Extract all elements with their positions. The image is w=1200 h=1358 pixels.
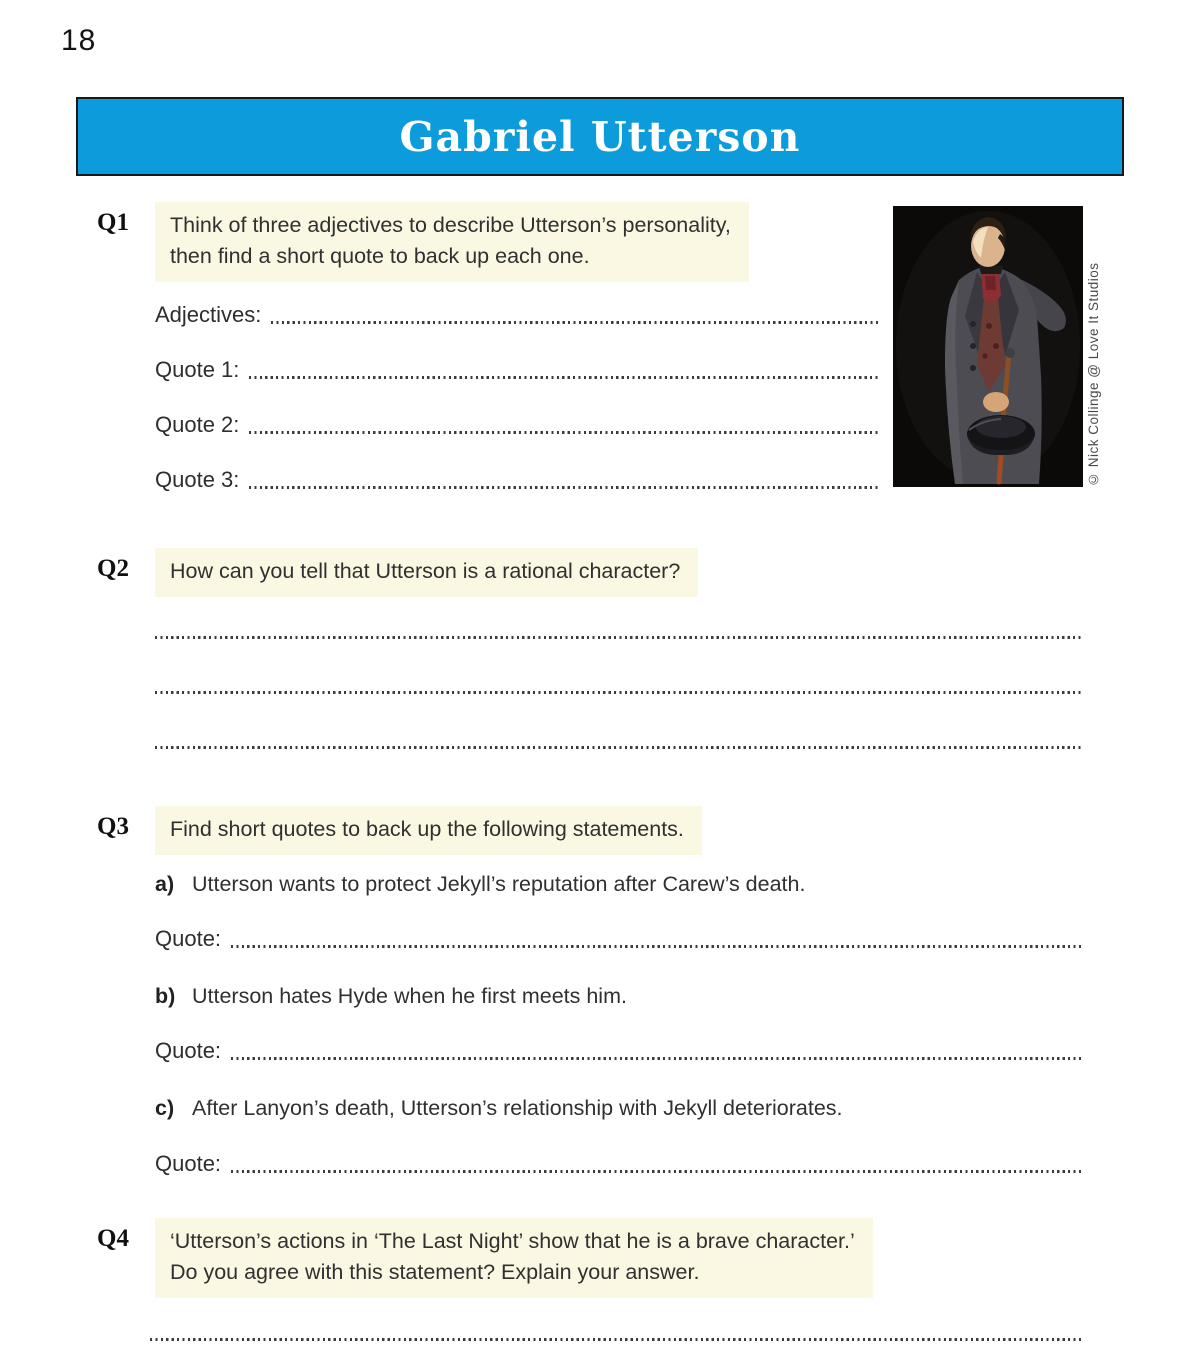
question-q2 [97, 548, 698, 597]
question-q1-line1: Think of three adjectives to describe Utterson’s personality, [170, 213, 731, 237]
q3-item-b-quote-label: Quote: [155, 1038, 222, 1063]
q1-field-quote2-label: Quote 2: [155, 412, 240, 437]
answer-dotted-line [249, 431, 879, 434]
question-q4-text [155, 1218, 873, 1298]
answer-dotted-line [249, 376, 879, 379]
answer-dotted-line [231, 945, 1083, 948]
q1-field-quote1 [155, 350, 879, 383]
utterson-actor-photo [893, 206, 1083, 487]
answer-dotted-line [155, 746, 1083, 749]
question-q4-line1: ‘Utterson’s actions in ‘The Last Night’ show that he is a brave character.’ [170, 1229, 855, 1253]
q3-item-a-quote-label: Quote: [155, 926, 222, 951]
q3-item-c-letter: c) [155, 1096, 175, 1120]
answer-dotted-line [231, 1057, 1083, 1060]
question-q1-text [155, 202, 749, 282]
q1-field-quote3-label: Quote 3: [155, 467, 240, 492]
question-q1-label: Q1 [97, 209, 129, 236]
title-banner [76, 97, 1124, 176]
q1-field-quote3 [155, 460, 879, 493]
question-q4-line2: Do you agree with this statement? Explain your answer. [170, 1260, 700, 1284]
q1-field-quote2 [155, 405, 879, 438]
answer-dotted-line [150, 1338, 1082, 1341]
q3-item-b-letter: b) [155, 984, 176, 1008]
q1-answer-fields [155, 295, 879, 515]
answer-dotted-line [249, 486, 879, 489]
question-q3-text [155, 806, 702, 855]
q1-field-quote1-label: Quote 1: [155, 357, 240, 382]
question-q4 [97, 1218, 873, 1298]
photo-credit [1086, 206, 1108, 487]
question-q1 [97, 202, 749, 282]
q3-item-c-quote-label: Quote: [155, 1151, 222, 1176]
q3-item-b-text: Utterson hates Hyde when he first meets him. [192, 984, 627, 1008]
question-q2-label: Q2 [97, 555, 129, 582]
page-number: 18 [61, 24, 97, 57]
question-q2-line1: How can you tell that Utterson is a rational character? [170, 559, 681, 583]
q3-item-a-quote [155, 920, 1083, 952]
q3-item-a-text: Utterson wants to protect Jekyll’s reputation after Carew’s death. [192, 872, 806, 896]
question-q4-label: Q4 [97, 1225, 129, 1252]
page-title: Gabriel Utterson [399, 112, 801, 161]
answer-dotted-line [271, 321, 879, 324]
answer-dotted-line [155, 691, 1083, 694]
question-q2-text [155, 548, 698, 597]
q3-item-b [155, 984, 627, 1009]
q1-field-adjectives-label: Adjectives: [155, 302, 262, 327]
question-q3 [97, 806, 702, 855]
q1-field-adjectives [155, 295, 879, 328]
question-q3-line1: Find short quotes to back up the following statements. [170, 817, 684, 841]
question-q1-line2: then find a short quote to back up each one. [170, 244, 590, 268]
q3-item-a-letter: a) [155, 872, 175, 896]
answer-dotted-line [155, 636, 1083, 639]
answer-dotted-line [231, 1170, 1083, 1173]
q3-item-c-quote [155, 1145, 1083, 1177]
q3-item-a [155, 872, 805, 897]
question-q3-label: Q3 [97, 813, 129, 840]
q3-item-c [155, 1096, 843, 1121]
q3-item-b-quote [155, 1032, 1083, 1064]
photo-credit-text: © Nick Collinge @ Love It Studios [1086, 262, 1101, 487]
q3-item-c-text: After Lanyon’s death, Utterson’s relationship with Jekyll deteriorates. [192, 1096, 843, 1120]
